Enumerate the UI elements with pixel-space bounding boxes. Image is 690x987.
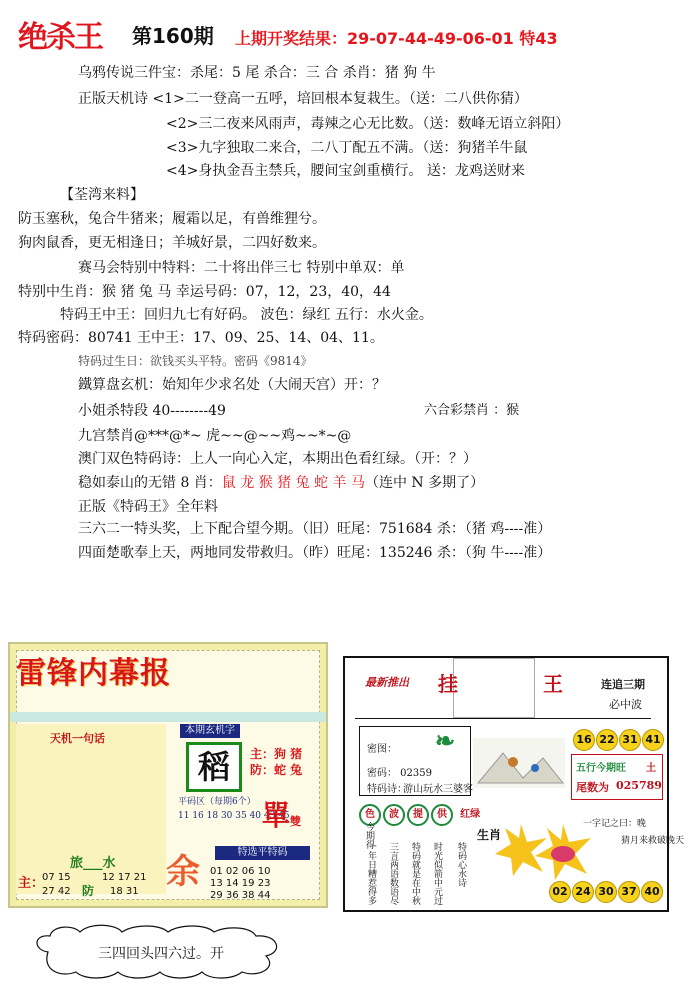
line-18b: 鼠 龙 猴 猪 兔 蛇 羊 马 <box>221 475 365 491</box>
wuxing-value: 土 <box>646 763 656 774</box>
title-char-1: 挂 <box>438 672 458 696</box>
issue-number: 第160期 <box>132 24 214 48</box>
single-main: 單 <box>262 799 291 832</box>
left-panel-band <box>10 712 326 722</box>
nums-c: 12 17 21 <box>102 872 147 883</box>
line-18a: 稳如泰山的无错 8 肖： <box>78 475 222 491</box>
main-label: 主： <box>18 876 45 891</box>
grid-row: 13 14 19 23 <box>210 878 271 889</box>
range-box <box>178 794 290 821</box>
mystery-figure-icon: ❧ <box>435 726 456 755</box>
last-result: 上期开奖结果：29-07-44-49-06-01 特43 <box>235 29 558 48</box>
special-box: 特选平特码 <box>215 846 310 860</box>
line-11: 特码王中王：回归九七有好码。 波色：绿红 五行：水火金。 <box>60 307 433 323</box>
ball-row-bottom <box>549 880 664 903</box>
nums-b: 27 42 <box>42 886 71 897</box>
line-10: 特别中生肖：猴 猪 兔 马 幸运号码：07，12，23，40，44 <box>18 284 391 300</box>
sky-label: 天机一句话 <box>50 732 105 745</box>
title-char-2: 王 <box>543 672 563 696</box>
password: 密码： 02359 <box>367 768 432 779</box>
line-19: 正版《特码王》全年料 <box>78 499 218 515</box>
grid-row: 29 36 38 44 <box>210 890 271 901</box>
number-ball: 37 <box>618 881 640 903</box>
number-ball: 22 <box>596 729 618 751</box>
line-17: 澳门双色特码诗：上人一向心入定，本期出色看红绿。（开：？） <box>78 451 477 467</box>
line-13: 特码过生日：欲钱买头平特。密码《9814》 <box>78 354 313 368</box>
number-grid <box>210 866 270 902</box>
range-nums: 11 16 18 30 35 40 43 45 <box>178 811 290 821</box>
logo: 绝杀王 <box>18 20 102 55</box>
guard-line: 旅___水 <box>70 856 116 871</box>
line-2: 正版天机诗 <1>二一登高一五呼，培回根本复栽生。（送：二八供你猜） <box>78 91 528 107</box>
pic-label: 密图： <box>367 744 397 755</box>
kill-box <box>250 746 302 778</box>
line-7: 防玉塞秋，兔合牛猪来；履霜以足，有兽维狸兮。 <box>18 211 326 227</box>
color-chip: 色 <box>359 804 381 826</box>
red-char: 余 <box>166 852 200 892</box>
line-3: <2>三二夜来风雨声，毒辣之心无比数。（送：数峰无语立斜阳） <box>166 116 570 132</box>
wave-label: 必中波 <box>609 698 642 711</box>
line-15b: 六合彩禁肖 ：猴 <box>424 403 520 418</box>
burst-icon <box>535 824 591 880</box>
line-20: 三六二一特头奖，上下配合望今期。（旧）旺尾：751684 杀：（猪 鸡----准） <box>78 521 552 537</box>
chase-label: 连追三期 <box>601 678 645 691</box>
line-9: 赛马会特别中特料：二十将出伴三七 特别中单双：单 <box>78 260 405 276</box>
vertical-col-4: 特码就是在中秋 <box>410 842 420 905</box>
line-4: <3>九字独取二来合，二八丁配五不满。（送：狗猪羊牛鼠 <box>166 140 528 156</box>
wuxing-label: 五行今期旺 <box>576 763 626 774</box>
kill-line-1: 主：狗 猪 <box>250 747 303 761</box>
line-5: <4>身执金吾主禁兵，腰间宝剑重横行。 送：龙鸡送财来 <box>166 163 525 179</box>
number-ball: 40 <box>641 881 663 903</box>
poem-label: 特码诗： <box>367 784 407 795</box>
color-chip: 提 <box>407 804 429 826</box>
title-box <box>453 658 535 718</box>
poem-value: 游山玩水三婆客 <box>403 784 473 795</box>
line-18c: （连中 N 多期了） <box>364 475 485 491</box>
line-6: 【荃湾来料】 <box>60 187 144 203</box>
line-12: 特码密码：80741 王中王：17、09、25、14、04、11。 <box>18 330 384 346</box>
left-panel-title: 雷锋内幕报 <box>16 656 171 691</box>
line-16: 九宫禁肖@***@*~ 虎~~@~~鸡~~*~@ <box>78 428 352 444</box>
color-chip: 波 <box>383 804 405 826</box>
line-8: 狗肉鼠香，更无相逢日；羊城好景，二四好数来。 <box>18 235 326 251</box>
tail-label: 尾数为 <box>576 781 609 794</box>
vertical-col-6: 特码心水诗 <box>456 842 466 887</box>
nums-d: 18 31 <box>110 886 139 897</box>
grid-row: 01 02 06 10 <box>210 866 271 877</box>
number-ball: 41 <box>642 729 664 751</box>
ball-row-top <box>573 728 665 751</box>
cloud-text: 三四回头四六过。开 <box>98 946 224 962</box>
one-word: 一字记之曰：晚 <box>583 819 647 829</box>
color-row <box>359 802 480 826</box>
line-21: 四面楚歌奉上天，两地同发带救归。（昨）旺尾：135246 杀：（狗 牛----准） <box>78 545 552 561</box>
left-panel <box>8 642 328 908</box>
fire-line: 猜月来救破晚天 <box>621 836 685 846</box>
number-ball: 30 <box>595 881 617 903</box>
range-label: 平码区（每期6个） <box>178 797 256 807</box>
right-panel <box>343 656 685 912</box>
kill-line-2: 防：蛇 兔 <box>250 763 303 777</box>
fang-label: 防 <box>82 884 95 898</box>
line-15a: 小姐杀特段 40--------49 <box>78 403 226 419</box>
single-sub: 雙 <box>290 815 302 828</box>
number-ball: 02 <box>549 881 571 903</box>
divider <box>355 718 651 719</box>
vertical-col-2: 一年日糟惹得多 <box>366 842 376 905</box>
single-char <box>262 794 301 834</box>
nums-a: 07 15 <box>42 872 71 883</box>
number-ball: 31 <box>619 729 641 751</box>
week-label: 本期玄机字 <box>180 724 240 738</box>
vertical-col-5: 时光似箭中元过 <box>432 842 442 905</box>
number-ball: 24 <box>572 881 594 903</box>
color-chip: 供 <box>431 804 453 826</box>
wuxing-box <box>571 754 663 800</box>
number-ball: 16 <box>573 729 595 751</box>
mystery-char: 稻 <box>186 742 242 792</box>
line-18 <box>78 474 484 492</box>
color-red: 红绿 <box>460 809 481 820</box>
line-1: 乌鸦传说三件宝：杀尾：5 尾 杀合：三 合 杀肖：猪 狗 牛 <box>78 65 436 81</box>
vertical-col-3: 三言两语数语尽 <box>388 842 398 905</box>
life-label: 生肖 <box>477 828 502 842</box>
scene-image <box>473 738 565 788</box>
tail-value: 025789 <box>616 779 662 792</box>
line-14: 鐵算盘玄机：始知年少求名处（大闹天宫）开：？ <box>78 377 386 393</box>
vertical-col-1: 今期得 <box>364 822 374 849</box>
new-tag: 最新推出 <box>365 676 409 689</box>
